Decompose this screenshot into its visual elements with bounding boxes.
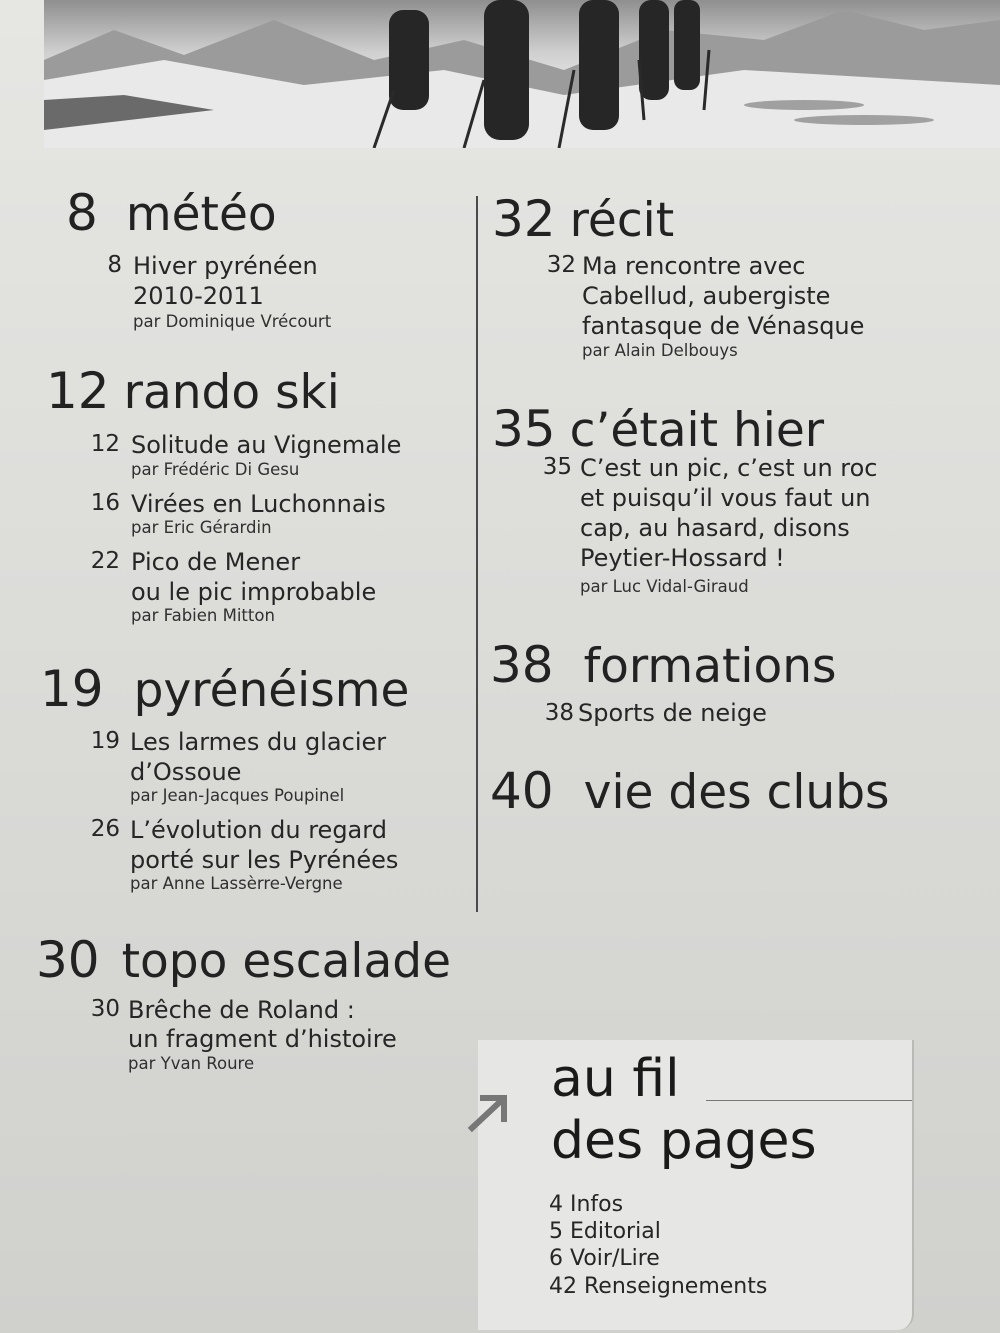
entry-author: par Luc Vidal-Giraud [580,577,749,596]
entry-title-line: Cabellud, aubergiste [582,282,831,310]
au-fil-item: 4 Infos [549,1192,624,1217]
section-title: météo [125,187,277,242]
au-fil-title-line: des pages [551,1111,817,1171]
au-fil-item: 6 Voir/Lire [549,1246,660,1271]
au-fil-rule [706,1100,912,1101]
entry-title-line: Pico de Mener [131,548,301,576]
entry-page-number: 8 [107,252,122,278]
section-cetait-hier [492,400,825,458]
entry-page-number: 16 [90,490,120,516]
entry-author: par Jean-Jacques Poupinel [130,786,345,805]
header-photo [44,0,1000,148]
section-title: c’était hier [569,403,825,458]
entry-title-line: cap, au hasard, disons [580,514,850,542]
entry-title-line: Ma rencontre avec [582,252,806,280]
section-pyreneisme [40,660,410,718]
section-title: topo escalade [121,934,451,989]
entry-title-line: fantasque de Vénasque [582,312,865,340]
skiers-image [44,0,1000,148]
section-vie-des-clubs [490,762,890,820]
section-number: 35 [492,400,556,458]
entry-author: par Alain Delbouys [582,341,738,360]
entry-title-line: porté sur les Pyrénées [130,846,399,874]
section-number: 19 [40,660,104,718]
section-title: vie des clubs [583,765,890,820]
entry-title-line: C’est un pic, c’est un roc [580,454,878,482]
entry-title-line: d’Ossoue [130,758,242,786]
entry-page-number: 30 [90,996,120,1022]
entry-author: par Yvan Roure [128,1054,255,1073]
section-number: 8 [66,184,98,242]
entry-page-number: 12 [90,431,120,457]
section-formations [490,636,837,694]
entry-title-line: Virées en Luchonnais [131,490,386,518]
entry-title-line: un fragment d’histoire [128,1025,397,1053]
au-fil-item: 42 Renseignements [549,1274,768,1299]
entry-title-line: Peytier-Hossard ! [580,544,785,572]
section-recit [492,190,675,248]
arrow-up-right-icon [466,1090,512,1134]
entry-author: par Eric Gérardin [131,518,272,537]
entry-title-line: Hiver pyrénéen [133,252,318,280]
entry-author: par Dominique Vrécourt [133,312,332,331]
section-number: 30 [36,931,100,989]
entry-page-number: 26 [90,816,120,842]
entry-page-number: 22 [90,548,120,574]
entry-title-line: Solitude au Vignemale [131,431,402,459]
section-title: récit [569,193,675,248]
entry-title-line: Brêche de Roland : [128,996,355,1024]
entry-author: par Fabien Mitton [131,606,275,625]
entry-title-line: Sports de neige [578,699,767,727]
entry-title-line: 2010-2011 [133,282,264,310]
section-number: 12 [46,362,110,420]
entry-title-line: Les larmes du glacier [130,728,387,756]
section-number: 40 [490,762,554,820]
section-title: rando ski [123,365,340,420]
section-topo-escalade [36,931,451,989]
section-rando-ski [46,362,340,420]
section-meteo [66,184,277,242]
au-fil-title-line: au fil [551,1049,680,1109]
section-title: formations [583,639,837,694]
entry-page-number: 32 [546,252,576,278]
entry-page-number: 35 [542,454,572,480]
entry-title-line: ou le pic improbable [131,578,377,606]
entry-author: par Frédéric Di Gesu [131,460,300,479]
section-number: 38 [490,636,554,694]
entry-title-line: et puisqu’il vous faut un [580,484,871,512]
entry-page-number: 19 [90,728,120,754]
column-divider [476,196,478,912]
section-title: pyrénéisme [133,663,410,718]
au-fil-item: 5 Editorial [549,1219,661,1244]
section-number: 32 [492,190,556,248]
entry-page-number: 38 [544,700,574,726]
entry-author: par Anne Lassèrre-Vergne [130,874,343,893]
entry-title-line: L’évolution du regard [130,816,387,844]
